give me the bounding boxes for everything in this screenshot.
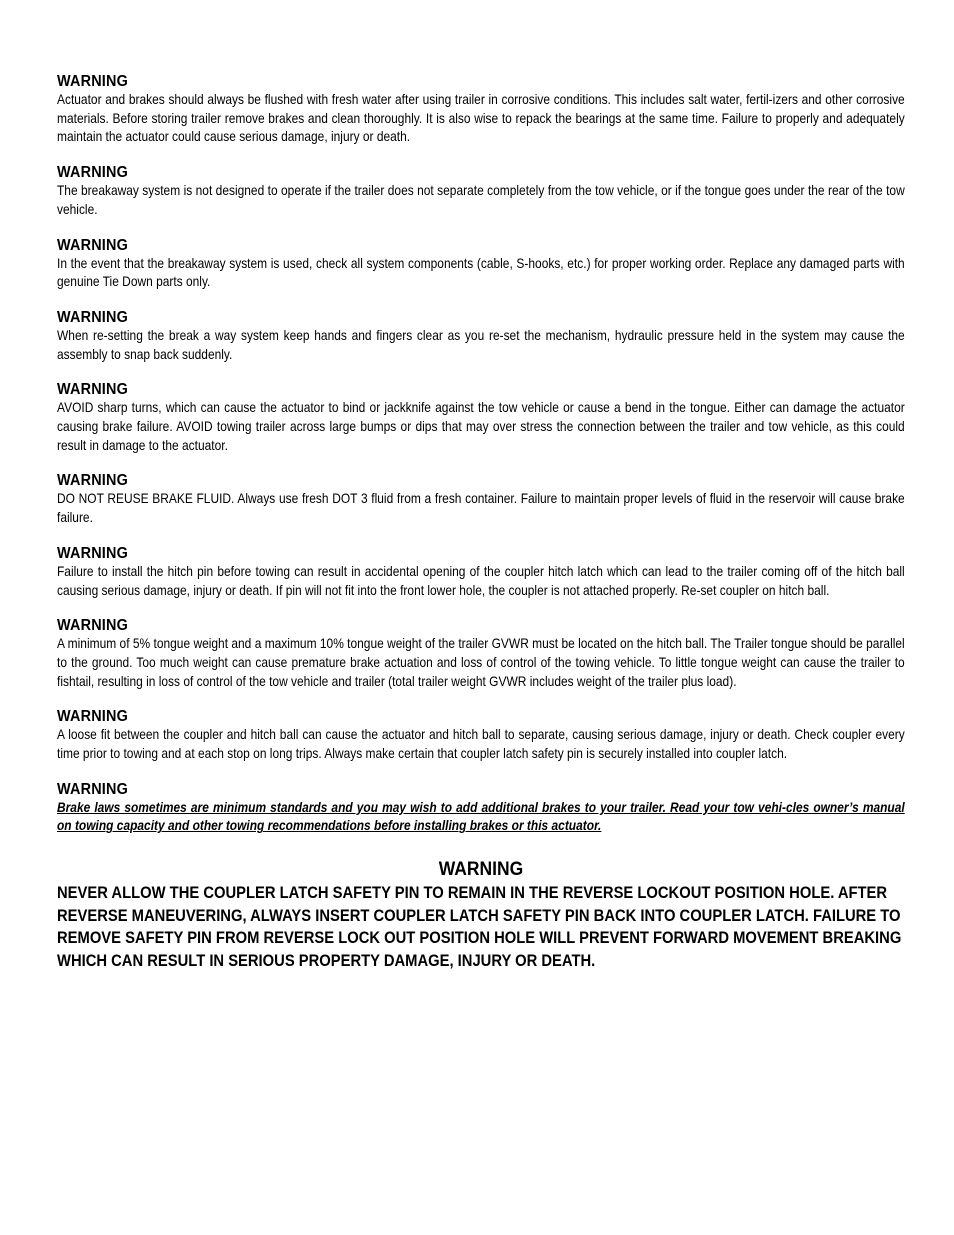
warning-body: DO NOT REUSE BRAKE FLUID. Always use fresh DOT 3 fluid from a fresh container. Failure to maintain proper levels of fluid in the reservoir will cause brake failure. bbox=[57, 491, 905, 526]
warning-body: In the event that the breakaway system is used, check all system components (cable, S-hooks, etc.) for proper working order. Replace any damaged parts with genuine Tie Down parts only. bbox=[57, 255, 905, 290]
final-warning bbox=[57, 858, 905, 972]
warning-body: Failure to install the hitch pin before towing can result in accidental opening of the coupler hitch latch which can lead to the trailer coming off of the hitch ball causing serious damage, injury or death. If pin will not fit into the front lower hole, the coupler is not attached properly. Re-set coupler on hitch ball. bbox=[57, 563, 905, 598]
warning-body: A minimum of 5% tongue weight and a maximum 10% tongue weight of the trailer GVWR must be located on the hitch ball. The Trailer tongue should be parallel to the ground. Too much weight can cause premature brake actuation and loss of control of the towing vehicle. To little tongue weight can cause the trailer to fishtail, resulting in loss of control of the tow vehicle and trailer (total trailer weight GVWR includes weight of the trailer plus load). bbox=[57, 636, 905, 689]
warning-heading: WARNING bbox=[57, 472, 128, 490]
final-warning-body: NEVER ALLOW THE COUPLER LATCH SAFETY PIN TO REMAIN IN THE REVERSE LOCKOUT POSITION HOLE. AFTER REVERSE MANEUVERING, ALWAYS INSERT COUPLER LATCH SAFETY PIN BACK INTO COUPLER LATCH. FAILURE TO REMOVE SAFETY PIN FROM REVERSE LOCK OUT POSITION HOLE WILL PREVENT FORWARD MOVEMENT BREAKING WHICH CAN RESULT IN SERIOUS PROPERTY DAMAGE, INJURY OR DEATH. bbox=[57, 883, 902, 970]
warning-heading: WARNING bbox=[57, 381, 128, 399]
warning-brake-fluid bbox=[57, 471, 905, 527]
warning-hitch-pin bbox=[57, 544, 905, 600]
warning-corrosion bbox=[57, 72, 905, 147]
warning-breakaway-reset bbox=[57, 308, 905, 364]
warning-heading: WARNING bbox=[57, 308, 128, 326]
warning-heading: WARNING bbox=[57, 236, 128, 254]
warning-body-emphasized: Brake laws sometimes are minimum standards and you may wish to add additional brakes to your trailer. Read your tow vehi-cles owner’s manual on towing capacity and other towing recommendations before installing brakes or this actuator. bbox=[57, 799, 905, 834]
warning-heading: WARNING bbox=[57, 164, 128, 182]
warning-heading: WARNING bbox=[57, 780, 128, 798]
warning-brake-laws bbox=[57, 780, 905, 836]
warning-body: AVOID sharp turns, which can cause the actuator to bind or jackknife against the tow vehicle or cause a bend in the tongue. Either can damage the actuator causing brake failure. AVOID towing trailer across large bumps or dips that may over stress the connection between the trailer and tow vehicle, as this could result in damage to the actuator. bbox=[57, 400, 905, 453]
warning-loose-fit bbox=[57, 707, 905, 763]
warning-tongue-weight bbox=[57, 616, 905, 691]
warning-body: The breakaway system is not designed to operate if the trailer does not separate completely from the tow vehicle, or if the tongue goes under the rear of the tow vehicle. bbox=[57, 183, 905, 217]
warning-breakaway-check bbox=[57, 236, 905, 292]
warning-body: When re-setting the break a way system keep hands and fingers clear as you re-set the mechanism, hydraulic pressure held in the system may cause the assembly to snap back suddenly. bbox=[57, 327, 905, 362]
warning-heading: WARNING bbox=[57, 544, 128, 562]
final-warning-heading: WARNING bbox=[438, 859, 524, 881]
warning-heading: WARNING bbox=[57, 73, 128, 90]
warning-body: Actuator and brakes should always be flushed with fresh water after using trailer in corrosive conditions. This includes salt water, fertil-izers and other corrosive materials. Before storing trailer remove brakes and clean thoroughly. It is also wise to repack the bearings at the same time. Failure to properly and adequately maintain the actuator could cause serious damage, injury or death. bbox=[57, 92, 905, 145]
warnings-page bbox=[57, 72, 905, 972]
warning-body: A loose fit between the coupler and hitch ball can cause the actuator and hitch ball to separate, causing serious damage, injury or death. Check coupler every time prior to towing and at each stop on long trips. Always make certain that coupler latch safety pin is securely installed into coupler latch. bbox=[57, 727, 905, 762]
warning-breakaway-design bbox=[57, 163, 905, 219]
warning-heading: WARNING bbox=[57, 708, 128, 726]
warning-sharp-turns bbox=[57, 380, 905, 455]
warning-heading: WARNING bbox=[57, 617, 128, 635]
